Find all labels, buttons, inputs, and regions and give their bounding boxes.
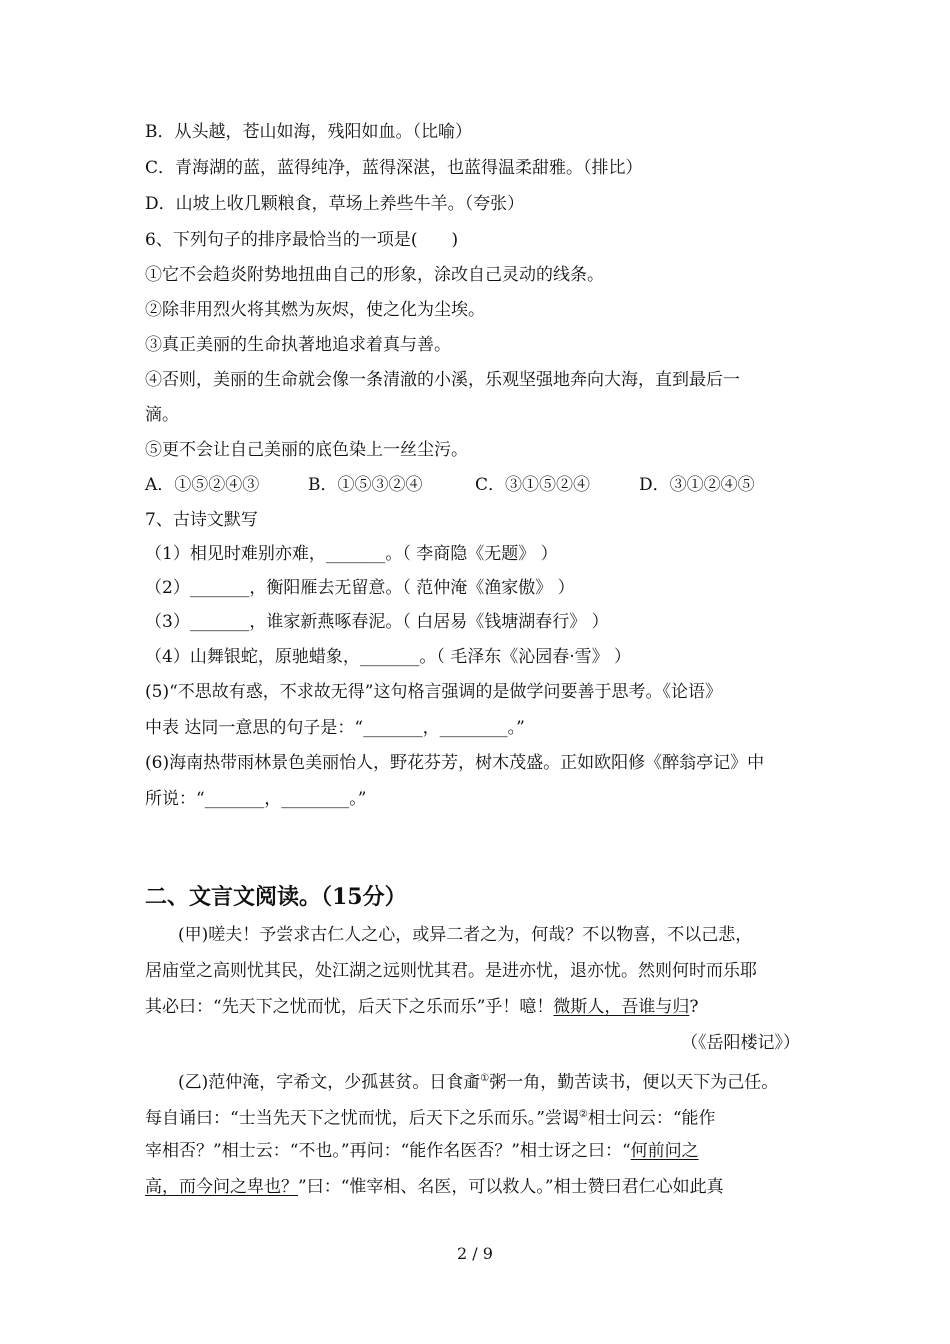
passage-jia-line-3 xyxy=(145,996,699,1018)
q7-item-2: （2）_______，衡阳雁去无留意。（ 范仲淹《渔家傲》 ） xyxy=(145,578,575,598)
page-number: 2 / 9 xyxy=(457,1244,493,1263)
q5-option-b: B．从头越，苍山如海，残阳如血。（比喻） xyxy=(145,122,472,142)
passage-text: 宰相否？”相士云：“不也。”再问：“能作名医否？”相士讶之曰：“ xyxy=(145,1141,631,1161)
q7-item-4: （4）山舞银蛇，原驰蜡象，_______。（ 毛泽东《沁园春·雪》 ） xyxy=(145,647,632,667)
q5-option-d: D．山坡上收几颗粮食，草场上养些牛羊。（夸张） xyxy=(145,194,525,214)
passage-jia-source: （《岳阳楼记》） xyxy=(681,1033,800,1053)
q6-sentence-2: ②除非用烈火将其燃为灰烬，使之化为尘埃。 xyxy=(145,300,485,320)
section-heading: 二、文言文阅读。（15分） xyxy=(145,884,407,910)
q6-option-d: D．③①②④⑤ xyxy=(639,475,755,495)
underlined-phrase: 微斯人，吾谁与归 xyxy=(553,997,690,1017)
passage-text: ”曰：“惟宰相、名医，可以救人。”相士赞曰君仁心如此真 xyxy=(298,1177,724,1197)
passage-yi-line-1 xyxy=(178,1068,778,1094)
footnote-mark: ② xyxy=(578,1109,588,1120)
q6-option-c: C．③①⑤②④ xyxy=(475,475,591,495)
passage-text: 每自诵曰：“士当先天下之忧而忧，后天下之乐而乐。”尝谒 xyxy=(145,1108,579,1129)
q7-item-6: (6)海南热带雨林景色美丽怡人，野花芬芳，树木茂盛。正如欧阳修《醉翁亭记》中 xyxy=(145,753,765,773)
q6-options xyxy=(145,474,805,496)
q5-option-c: C．青海湖的蓝，蓝得纯净，蓝得深湛，也蓝得温柔甜雅。（排比） xyxy=(145,158,643,178)
q6-sentence-5: ⑤更不会让自己美丽的底色染上一丝尘污。 xyxy=(145,440,468,460)
q6-sentence-4-cont: 滴。 xyxy=(145,405,179,425)
passage-yi-line-3 xyxy=(145,1140,699,1162)
passage-text: 相士问云：“能作 xyxy=(587,1108,716,1129)
q6-stem: 6、下列句子的排序最恰当的一项是( ) xyxy=(145,230,459,250)
passage-text: (乙)范仲淹，字希文，少孤甚贫。日食齑 xyxy=(178,1072,481,1093)
underlined-phrase: 何前问之 xyxy=(630,1141,699,1161)
q7-item-6-cont: 所说：“_______，________。” xyxy=(145,789,367,809)
footnote-mark: ① xyxy=(480,1073,490,1084)
passage-yi-line-2 xyxy=(145,1104,716,1130)
passage-text: 粥一角，勤苦读书，便以天下为己任。 xyxy=(489,1072,779,1093)
q6-sentence-4: ④否则，美丽的生命就会像一条清澈的小溪，乐观坚强地奔向大海，直到最后一 xyxy=(145,370,740,390)
q7-item-5: (5)“不思故有惑，不求故无得”这句格言强调的是做学问要善于思考。《论语》 xyxy=(145,682,722,702)
q6-sentence-1: ①它不会趋炎附势地扭曲自己的形象，涂改自己灵动的线条。 xyxy=(145,265,604,285)
underlined-phrase: 高，而今问之卑也？ xyxy=(145,1177,298,1197)
q7-stem: 7、古诗文默写 xyxy=(145,510,258,530)
q7-item-5-cont: 中表 达同一意思的句子是：“_______，________。” xyxy=(145,718,525,738)
passage-jia-line-2: 居庙堂之高则忧其民，处江湖之远则忧其君。是进亦忧，退亦忧。然则何时而乐耶 xyxy=(145,961,757,981)
passage-jia-line-1: (甲)嗟夫！予尝求古仁人之心，或异二者之为，何哉？不以物喜，不以己悲， xyxy=(178,925,753,945)
passage-yi-line-4 xyxy=(145,1176,724,1198)
q7-item-3: （3）_______，谁家新燕啄春泥。（ 白居易《钱塘湖春行》 ） xyxy=(145,612,609,632)
passage-text: 其必曰：“先天下之忧而忧，后天下之乐而乐”乎！噫！ xyxy=(145,997,554,1017)
q6-sentence-3: ③真正美丽的生命执著地追求着真与善。 xyxy=(145,335,451,355)
q6-option-a: A．①⑤②④③ xyxy=(145,475,260,495)
q7-item-1: （1）相见时难别亦难，_______。（ 李商隐《无题》 ） xyxy=(145,544,558,564)
passage-text: ? xyxy=(689,997,699,1017)
q6-option-b: B．①⑤③②④ xyxy=(308,475,423,495)
